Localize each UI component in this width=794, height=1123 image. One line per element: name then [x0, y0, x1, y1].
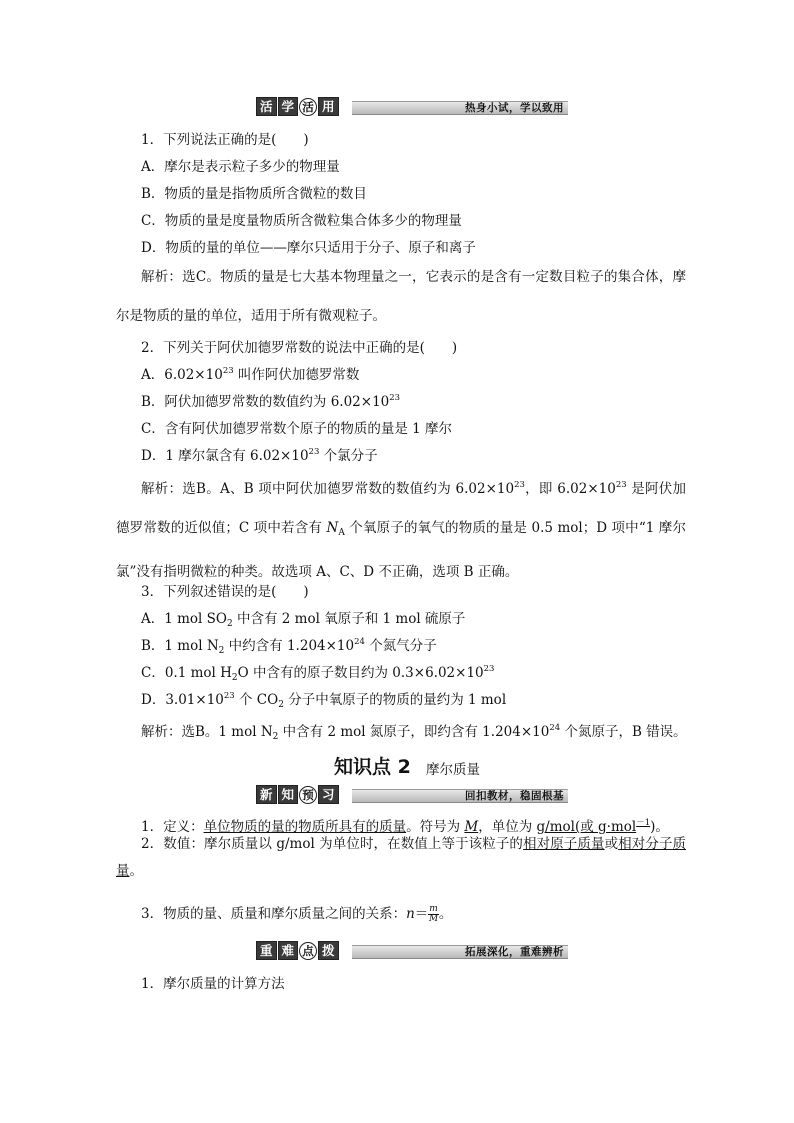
question-option: C．含有阿伏加德罗常数个原子的物质的量是 1 摩尔 [141, 421, 453, 437]
banner-tab: 重 [256, 941, 277, 960]
question-option: B．物质的量是指物质所含微粒的数目 [141, 186, 367, 202]
question-stem: 3．下列叙述错误的是( ) [141, 584, 309, 600]
banner-tab: 活 [256, 97, 277, 116]
question-option: A．$6.02\times 10^{23}$ 叫作阿伏加德罗常数 [141, 366, 360, 383]
question-option: C．0.1 mol $H_2O$ 中含有的原子数目约为 $0.3\times 6.02\times 10^{23}$ [141, 664, 495, 683]
banner-tab: 难 [278, 941, 299, 960]
question-option: D．$3.01\times 10^{23}$ 个 $CO_2$ 分子中氧原子的物质的量约为 1 mol [141, 691, 507, 710]
banner-tab: 习 [318, 785, 339, 804]
subheading: 1．摩尔质量的计算方法 [141, 976, 285, 992]
banner-tabs [256, 97, 340, 116]
banner-tabs [256, 785, 340, 804]
banner-slogan: 回扣教材，稳固根基 [465, 790, 564, 802]
question-stem: 1．下列说法正确的是( ) [141, 132, 309, 148]
banner-tab: 用 [318, 97, 339, 116]
question-option: D．物质的量的单位——摩尔只适用于分子、原子和离子 [141, 240, 476, 256]
banner-tab-highlight: 活 [299, 98, 317, 116]
question-option: A．1 mol $SO_2$ 中含有 2 mol 氧原子和 1 mol 硫原子 [141, 611, 466, 629]
answer-analysis: 解析：选C。物质的量是七大基本物理量之一，它表示的是含有一定数目粒子的集合体，摩尔是物质的量的单位，适用于所有微观粒子。 [116, 269, 686, 324]
banner-tab: 拨 [318, 941, 339, 960]
question-option: A．摩尔是表示粒子多少的物理量 [141, 159, 340, 175]
question-option: D．1 摩尔氯含有 $6.02\times 10^{23}$ 个氯分子 [141, 447, 378, 464]
banner-slogan: 拓展深化，重难辨析 [465, 946, 564, 958]
banner-tabs [256, 941, 340, 960]
definition-line: 2．数值：摩尔质量以 g/mol 为单位时，在数值上等于该粒子的相对原子质量或相对分子质量。 [116, 836, 687, 879]
definition-line: 3．物质的量、质量和摩尔质量之间的关系：n＝ $\frac{m}{M}$ 。 [141, 904, 453, 924]
section-title: 知识点 2 [334, 756, 411, 778]
banner-tab: 学 [278, 97, 299, 116]
banner-tab-highlight: 预 [299, 786, 317, 804]
banner-tab: 知 [278, 785, 299, 804]
section-subtitle: 摩尔质量 [426, 762, 480, 778]
question-option: C．物质的量是度量物质所含微粒集合体多少的物理量 [141, 213, 462, 229]
question-option: B．阿伏加德罗常数的数值约为 $6.02\times 10^{23}$ [141, 393, 401, 410]
banner-slogan: 热身小试，学以致用 [465, 102, 564, 114]
question-stem: 2．下列关于阿伏加德罗常数的说法中正确的是( ) [141, 340, 458, 356]
answer-analysis: 解析：选B。1 mol $N_2$ 中含有 2 mol 氮原子，即约含有 $1.204\times 10^{24}$ 个氮原子，B 错误。 [141, 723, 687, 742]
answer-analysis: 解析：选B。A、B 项中阿伏加德罗常数的数值约为 $6.02\times 10^{23}$，即 $6.02\times 10^{23}$ 是阿伏加德罗常数的近似值；C 项中若含有 $N_A$ 个氧原子的氧气的物质的量是 0.5 mol；D 项中“1 摩尔氯”没有指明微粒的种类。故选项 A、C、D 不正确，选项 B 正确。 [116, 480, 686, 580]
banner-tab-highlight: 点 [299, 942, 317, 960]
banner-tab: 新 [256, 785, 277, 804]
question-option: B．1 mol $N_2$ 中约含有 $1.204\times 10^{24}$ 个氮气分子 [141, 637, 437, 656]
definition-line: 1．定义：单位物质的量的物质所具有的质量。符号为 M，单位为 g/mol(或 g·mol$^{-1}$)。 [141, 818, 669, 835]
fraction: $\frac{m}{M}$ [428, 904, 439, 924]
